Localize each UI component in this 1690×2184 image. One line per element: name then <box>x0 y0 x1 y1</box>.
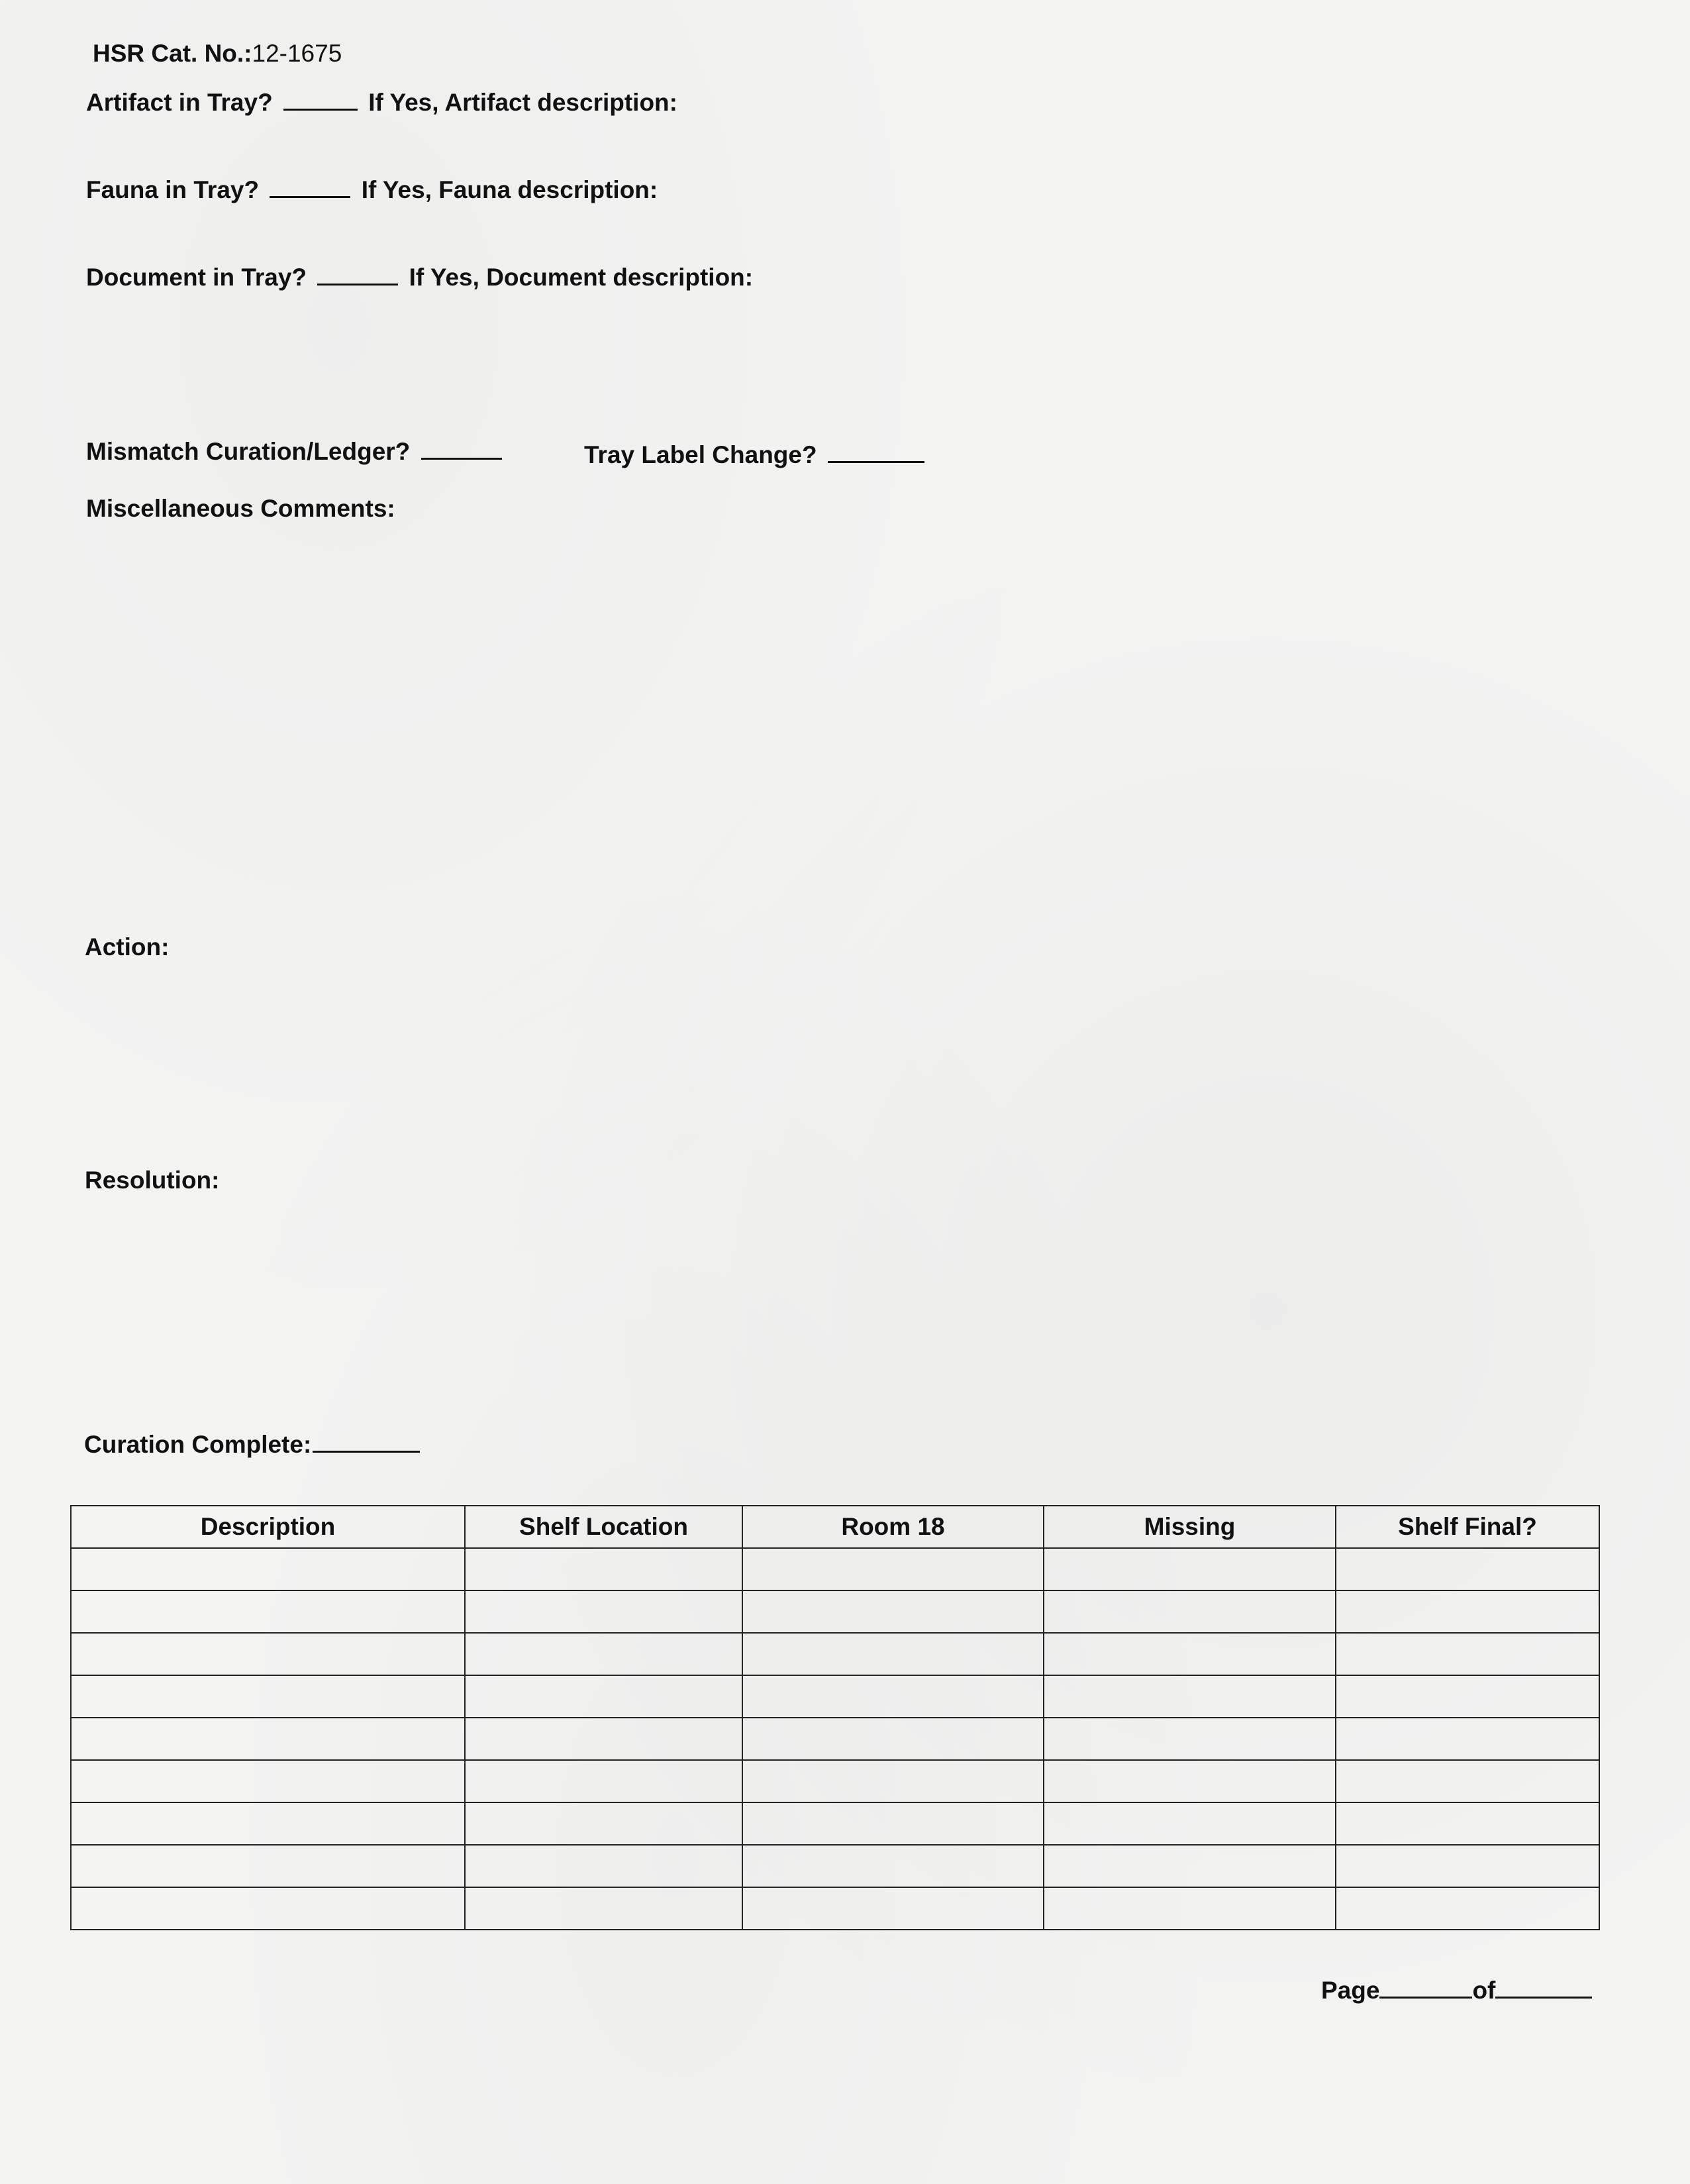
header-shelf-final: Shelf Final? <box>1336 1506 1599 1548</box>
tray-label-answer-field[interactable] <box>828 441 924 463</box>
table-cell[interactable] <box>1336 1590 1599 1633</box>
table-cell[interactable] <box>71 1887 465 1930</box>
fauna-followup: If Yes, Fauna description: <box>361 176 658 203</box>
table-row <box>71 1760 1599 1802</box>
catalog-value: 12-1675 <box>252 40 342 67</box>
table-cell[interactable] <box>465 1718 742 1760</box>
header-missing: Missing <box>1044 1506 1336 1548</box>
document-question: Document in Tray? <box>86 264 307 291</box>
table-cell[interactable] <box>71 1590 465 1633</box>
table-row <box>71 1548 1599 1590</box>
table-cell[interactable] <box>1336 1802 1599 1845</box>
table-cell[interactable] <box>71 1718 465 1760</box>
table-cell[interactable] <box>1336 1675 1599 1718</box>
comments-label: Miscellaneous Comments: <box>86 495 395 522</box>
table-cell[interactable] <box>1044 1845 1336 1887</box>
mismatch-answer-field[interactable] <box>421 438 502 460</box>
fauna-question: Fauna in Tray? <box>86 176 260 203</box>
document-answer-field[interactable] <box>317 264 398 286</box>
table-cell[interactable] <box>1336 1633 1599 1675</box>
page-total-field[interactable] <box>1495 1977 1592 1999</box>
curation-label: Curation Complete: <box>84 1431 312 1458</box>
mismatch-row <box>86 438 506 464</box>
curation-row <box>84 1431 424 1457</box>
table-cell[interactable] <box>742 1675 1044 1718</box>
catalog-label: HSR Cat. No.: <box>93 40 252 67</box>
table-cell[interactable] <box>1044 1633 1336 1675</box>
table-cell[interactable] <box>465 1760 742 1802</box>
table-cell[interactable] <box>1336 1845 1599 1887</box>
page-footer <box>1321 1977 1592 2002</box>
header-description: Description <box>71 1506 465 1548</box>
table-row <box>71 1718 1599 1760</box>
fauna-row <box>86 176 658 202</box>
table-cell[interactable] <box>742 1845 1044 1887</box>
table-cell[interactable] <box>465 1633 742 1675</box>
action-label: Action: <box>85 933 170 961</box>
table-cell[interactable] <box>1044 1590 1336 1633</box>
table-cell[interactable] <box>1044 1675 1336 1718</box>
table-cell[interactable] <box>742 1633 1044 1675</box>
table-cell[interactable] <box>742 1887 1044 1930</box>
table-cell[interactable] <box>742 1590 1044 1633</box>
resolution-label: Resolution: <box>85 1167 220 1194</box>
table-cell[interactable] <box>1336 1760 1599 1802</box>
tray-label-row <box>584 441 928 467</box>
artifact-followup: If Yes, Artifact description: <box>368 89 677 116</box>
inventory-table <box>70 1505 1600 1930</box>
table-row <box>71 1633 1599 1675</box>
table-cell[interactable] <box>465 1675 742 1718</box>
header-room-18: Room 18 <box>742 1506 1044 1548</box>
table-cell[interactable] <box>71 1548 465 1590</box>
table-row <box>71 1845 1599 1887</box>
table-cell[interactable] <box>71 1760 465 1802</box>
table-cell[interactable] <box>465 1802 742 1845</box>
table-cell[interactable] <box>742 1802 1044 1845</box>
table-cell[interactable] <box>71 1633 465 1675</box>
artifact-answer-field[interactable] <box>283 89 358 111</box>
table-row <box>71 1802 1599 1845</box>
table-cell[interactable] <box>1336 1887 1599 1930</box>
document-row <box>86 264 753 289</box>
table-cell[interactable] <box>1336 1718 1599 1760</box>
table-row <box>71 1590 1599 1633</box>
table-cell[interactable] <box>465 1590 742 1633</box>
table-cell[interactable] <box>1044 1760 1336 1802</box>
page-number-field[interactable] <box>1379 1977 1472 1999</box>
table-cell[interactable] <box>71 1802 465 1845</box>
table-cell[interactable] <box>465 1548 742 1590</box>
tray-label-label: Tray Label Change? <box>584 441 817 468</box>
of-label: of <box>1472 1977 1496 2004</box>
table-row <box>71 1887 1599 1930</box>
table-cell[interactable] <box>1044 1887 1336 1930</box>
table-body <box>71 1548 1599 1930</box>
artifact-question: Artifact in Tray? <box>86 89 273 116</box>
curation-answer-field[interactable] <box>313 1431 420 1453</box>
table-cell[interactable] <box>742 1548 1044 1590</box>
table-cell[interactable] <box>1336 1548 1599 1590</box>
table-cell[interactable] <box>465 1845 742 1887</box>
page-label: Page <box>1321 1977 1380 2004</box>
table-cell[interactable] <box>465 1887 742 1930</box>
table-cell[interactable] <box>1044 1548 1336 1590</box>
table-cell[interactable] <box>742 1760 1044 1802</box>
table-row <box>71 1675 1599 1718</box>
document-followup: If Yes, Document description: <box>409 264 754 291</box>
table-cell[interactable] <box>71 1675 465 1718</box>
table-cell[interactable] <box>1044 1718 1336 1760</box>
mismatch-label: Mismatch Curation/Ledger? <box>86 438 411 465</box>
artifact-row <box>86 89 677 115</box>
table-cell[interactable] <box>1044 1802 1336 1845</box>
table-cell[interactable] <box>742 1718 1044 1760</box>
table-cell[interactable] <box>71 1845 465 1887</box>
catalog-number <box>93 41 342 66</box>
table-header-row <box>71 1506 1599 1548</box>
header-shelf-location: Shelf Location <box>465 1506 742 1548</box>
fauna-answer-field[interactable] <box>270 176 350 198</box>
